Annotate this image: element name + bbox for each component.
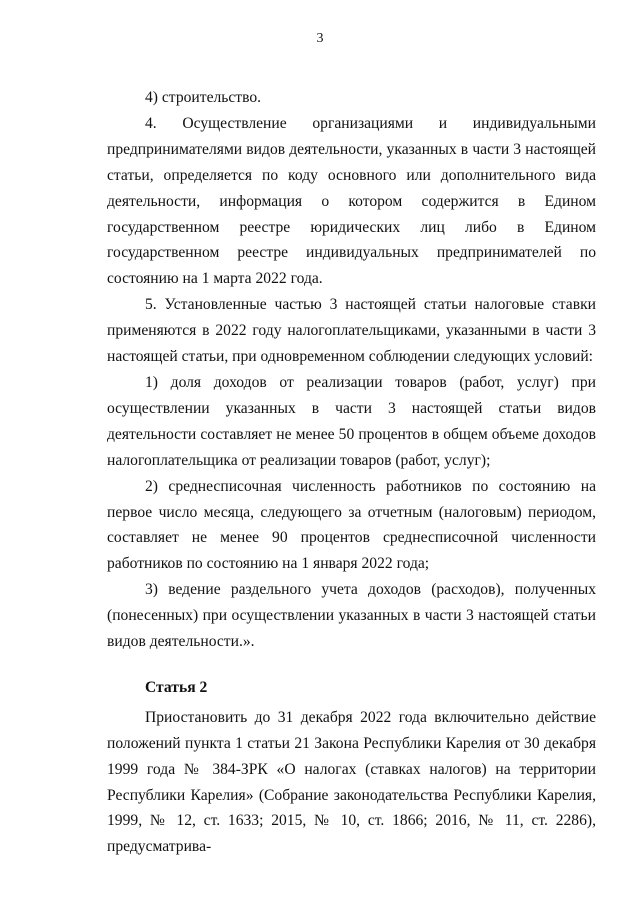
section-spacer xyxy=(107,655,596,675)
paragraph-condition-2: 2) среднесписочная численность работников по состоянию на первое число месяца, следующего за отчетным (налоговым) периодом, составляет не менее 90 процентов среднесписочной численности работников по состоянию на 1 января 2022 года; xyxy=(107,477,596,573)
page-number: 3 xyxy=(316,31,324,46)
paragraph-item-4-construction: 4) строительство. xyxy=(145,89,262,106)
paragraph-article-2: Приостановить до 31 декабря 2022 года включительно действие положений пункта 1 статьи 21 Закона Республики Карелия от 30 декабря 1999 года № 384-ЗРК «О налогах (ставках налогов) на территории Республики Карелия» (Собрание законодательства Республики Карелия, 1999, № 12, ст. 1633; 2015, № 10, ст. 1866; 2016, № 11, ст. 2286), предусматрива- xyxy=(107,708,596,856)
paragraph-condition-1: 1) доля доходов от реализации товаров (работ, услуг) при осуществлении указанных в части 3 настоящей статьи видов деятельности составляет не менее 50 процентов в общем объеме доходов налогоплательщика от реализации товаров (работ, услуг); xyxy=(107,373,596,469)
paragraph-part-5: 5. Установленные частью 3 настоящей статьи налоговые ставки применяются в 2022 году налогоплательщиками, указанными в части 3 настоящей статьи, при одновременном соблюдении следующих условий: xyxy=(107,296,596,366)
paragraph-part-4: 4. Осуществление организациями и индивидуальными предпринимателями видов деятельности, указанных в части 3 настоящей статьи, определяется по коду основного или дополнительного вида деятельности, информация о котором содержится в Едином государственном реестре юридических лиц либо в Едином государственном реестре индивидуальных предпринимателей по состоянию на 1 марта 2022 года. xyxy=(107,114,596,288)
paragraph-condition-3: 3) ведение раздельного учета доходов (расходов), полученных (понесенных) при осуществлении указанных в части 3 настоящей статьи видов деятельности.». xyxy=(107,581,596,651)
document-body xyxy=(107,85,596,860)
article-heading: Статья 2 xyxy=(145,678,208,696)
